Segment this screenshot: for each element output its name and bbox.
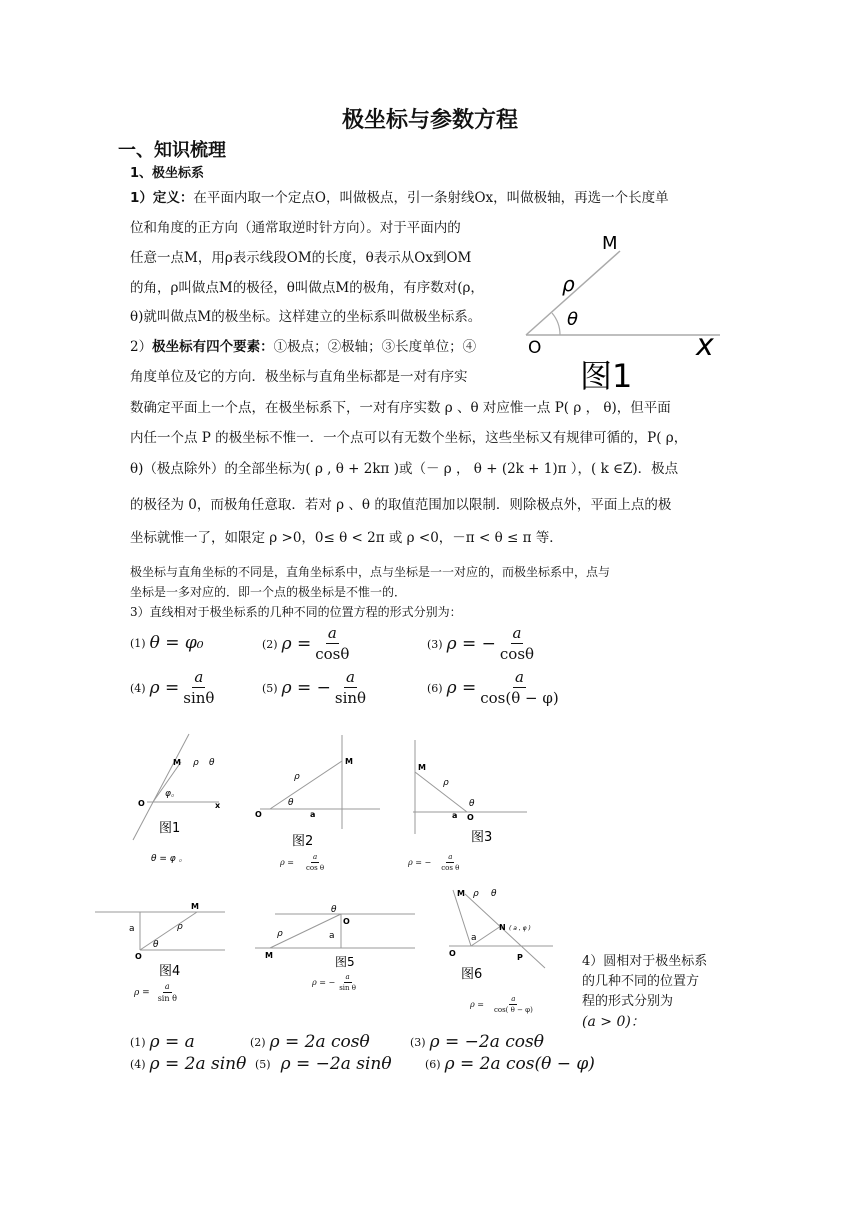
svg-text:a: a	[329, 931, 335, 941]
svg-text:ρ: ρ	[294, 772, 300, 782]
formula-1: (1) θ = φ₀	[130, 633, 204, 653]
figure-2-formula: ρ = $\frac{a}{\text{cos θ}}$	[280, 853, 325, 872]
page-title: 极坐标与参数方程	[341, 108, 518, 133]
circle-formula-6: (6) ρ = 2a cos(θ − φ)	[425, 1054, 595, 1074]
svg-text:ρ: ρ	[473, 889, 479, 899]
circle-intro-line: (a > 0)：	[582, 1014, 645, 1030]
text-line: 任意一点M，用ρ表示线段OM的长度，θ表示从Ox到OM	[130, 250, 472, 266]
figure-5	[255, 898, 420, 978]
svg-text:图2: 图2	[292, 834, 314, 849]
svg-text:M: M	[457, 889, 465, 898]
figure-1	[125, 730, 245, 870]
svg-text:O: O	[138, 799, 145, 808]
svg-text:图3: 图3	[471, 830, 493, 845]
svg-text:θ: θ	[331, 905, 337, 915]
svg-text:ρ: ρ	[443, 778, 449, 788]
formula-3: (3) ρ = − $\frac{a}{\cos\theta}$	[427, 624, 535, 663]
svg-text:( a , φ ): ( a , φ )	[509, 925, 531, 932]
formula-2: (2) ρ = $\frac{a}{\cos\theta}$	[262, 624, 350, 663]
text-line: 坐标就惟一了，如限定 ρ >0，0≤ θ < 2π 或 ρ <0，－π < θ ≤ π 等．	[130, 530, 563, 546]
theta-label: θ	[567, 309, 579, 330]
svg-text:a: a	[471, 933, 477, 943]
circle-intro-line: 程的形式分别为	[582, 994, 674, 1009]
text-line: 内任一个点 P 的极坐标不惟一．一个点可以有无数个坐标，这些坐标又有规律可循的，P( ρ，	[130, 430, 688, 446]
figure-6-formula: ρ = $\frac{a}{\cos( \theta - \varphi)}$	[470, 995, 533, 1014]
svg-text:θ: θ	[469, 799, 475, 809]
bold-term: 极坐标有四个要素：	[152, 339, 274, 355]
svg-text:a: a	[310, 810, 316, 819]
circle-formula-1: (1) ρ = a	[130, 1032, 195, 1052]
note-line: 极坐标与直角坐标的不同是，直角坐标系中，点与坐标是一一对应的，而极坐标系中，点与	[130, 565, 611, 579]
svg-text:O: O	[255, 810, 262, 819]
text-span: ①极点；②极轴；③长度单位；④	[273, 339, 477, 355]
svg-text:θ = φ 。: θ = φ 。	[151, 854, 188, 864]
text-span: 在平面内取一个定点O，叫做极点，引一条射线Ox，叫做极轴，再选一个长度单	[193, 190, 669, 206]
svg-text:图1: 图1	[159, 821, 181, 836]
rho-label: ρ	[562, 272, 575, 296]
circle-formula-2: (2) ρ = 2a cosθ	[250, 1032, 370, 1052]
text-line: 角度单位及它的方向．极坐标与直角坐标都是一对有序实	[130, 369, 468, 385]
text-line: 的角，ρ叫做点M的极径，θ叫做点M的极角，有序数对(ρ，	[130, 280, 484, 296]
svg-text:M: M	[265, 951, 273, 960]
svg-text:P: P	[517, 953, 523, 962]
svg-text:O: O	[467, 813, 474, 822]
svg-text:M: M	[345, 757, 353, 766]
text-line	[130, 334, 476, 360]
svg-text:M: M	[173, 758, 181, 767]
figure-4	[95, 895, 230, 985]
point-m-label: M	[602, 233, 618, 254]
subsection-heading: 1、极坐标系	[130, 166, 205, 181]
svg-text:N: N	[499, 923, 506, 932]
formula-6: (6) ρ = $\frac{a}{\cos(\theta - \varphi)}$	[427, 668, 559, 707]
svg-text:ρ: ρ	[277, 929, 283, 939]
svg-text:ρ: ρ	[193, 758, 199, 768]
svg-text:θ: θ	[209, 758, 215, 768]
svg-text:图6: 图6	[461, 967, 483, 982]
figure-5-formula: ρ = − $\frac{a}{\text{sin θ}}$	[312, 973, 356, 992]
figure-3-formula: ρ = − $\frac{a}{\text{cos θ}}$	[408, 853, 460, 872]
circle-formula-4: (4) ρ = 2a sinθ	[130, 1054, 247, 1074]
figure-caption: 图1	[580, 357, 633, 395]
circle-formula-5: (5) ρ = −2a sinθ	[255, 1054, 392, 1074]
circle-intro-line: 的几种不同的位置方	[582, 974, 700, 989]
x-axis-label: x	[696, 328, 714, 363]
line-intro: 3）直线相对于极坐标系的几种不同的位置方程的形式分别为：	[130, 605, 462, 619]
svg-text:ρ: ρ	[177, 922, 183, 932]
text-line: 位和角度的正方向（通常取逆时针方向）。对于平面内的	[130, 220, 461, 236]
polar-diagram	[520, 225, 730, 395]
origin-label: O	[528, 338, 542, 358]
svg-text:a: a	[452, 811, 458, 820]
text-line: 的极径为 0，而极角任意取．若对 ρ 、θ 的取值范围加以限制．则除极点外，平面上点的极	[130, 497, 672, 513]
svg-text:θ: θ	[153, 940, 159, 950]
section-heading: 一、知识梳理	[118, 140, 226, 161]
definition-label: 1）定义：	[130, 190, 194, 206]
svg-text:O: O	[343, 917, 350, 926]
circle-intro-line: 4）圆相对于极坐标系	[582, 954, 708, 969]
svg-text:图5: 图5	[335, 955, 355, 969]
figure-4-formula: ρ = $\frac{a}{\text{sin θ}}$	[134, 982, 177, 1003]
figure-6	[445, 880, 560, 985]
svg-text:M: M	[191, 902, 199, 911]
svg-text:θ: θ	[288, 798, 294, 808]
formula-4: (4) ρ = $\frac{a}{\sin\theta}$	[130, 668, 215, 707]
svg-text:φ。: φ。	[165, 789, 180, 799]
text-line	[130, 185, 669, 211]
formula-5: (5) ρ = − $\frac{a}{\sin\theta}$	[262, 668, 367, 707]
svg-text:x: x	[215, 801, 221, 810]
svg-text:O: O	[135, 952, 142, 961]
svg-text:图4: 图4	[159, 964, 181, 979]
text-line: θ)（极点除外）的全部坐标为( ρ , θ + 2kπ )或（－ ρ ， θ + (2k + 1)π ），( k ∈Z)．极点	[130, 461, 679, 477]
svg-text:M: M	[418, 763, 426, 772]
note-line: 坐标是一多对应的．即一个点的极坐标是不惟一的．	[130, 585, 407, 599]
svg-text:a: a	[129, 924, 135, 934]
text-span: 2）	[130, 339, 153, 355]
svg-text:O: O	[449, 949, 456, 958]
text-line: 数确定平面上一个点，在极坐标系下，一对有序实数 ρ 、θ 对应惟一点 P( ρ ， θ)，但平面	[130, 400, 671, 416]
angle-arc	[552, 313, 560, 335]
text-line: θ)就叫做点M的极坐标。这样建立的坐标系叫做极坐标系。	[130, 309, 482, 325]
circle-formula-3: (3) ρ = −2a cosθ	[410, 1032, 544, 1052]
svg-text:θ: θ	[491, 889, 497, 899]
